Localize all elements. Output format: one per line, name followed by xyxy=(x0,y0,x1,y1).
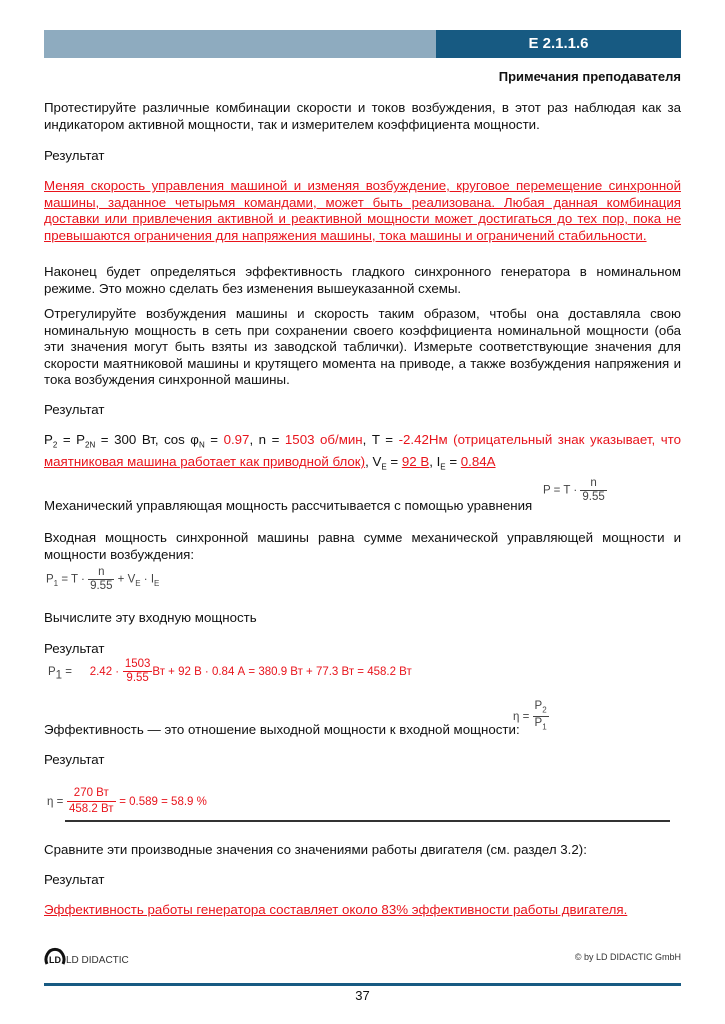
ld-didactic-logo: LD LD DIDACTIC xyxy=(44,942,129,966)
paragraph-1: Протестируйте различные комбинации скорости и токов возбуждения, в этот раз наблюдая как за индикатором активной мощности, так и измерителем коэффициента мощности. xyxy=(44,100,681,132)
result-3: $P_1 = 2.42$ · $\frac{1503}{9.55}$ Вт + 92 В · 0.84 А = 380.9 Вт + 77.3 Вт = 458.2 Вт xyxy=(48,658,412,684)
result-2: $P_2 = P_{2N} = 300$ Вт, $\cos \varphi_N = 0.97$, n = 1503 об/мин, T = -2.42Нм (отрицательный знак указывает, что маятниковая машина работает как приводной блок), $V_E = 92$ В, $I_E = 0.84A$ xyxy=(44,432,681,472)
paragraph-7: Эффективность — это отношение выходной мощности к входной мощности: xyxy=(44,722,520,737)
equation-power: P = T · $\frac{n}{9.55}$ xyxy=(543,477,605,503)
section-code: E 2.1.1.6 xyxy=(436,30,681,58)
page-number: 37 xyxy=(355,988,370,1003)
equation-efficiency: η = $\frac{P_2}{P_1}$ xyxy=(513,700,547,732)
svg-text:LD: LD xyxy=(49,955,61,965)
footer-line xyxy=(44,983,681,986)
result-label: Результат xyxy=(44,402,105,417)
paragraph-4: Механический управляющая мощность рассчитывается с помощью уравнения xyxy=(44,498,533,513)
paragraph-6: Вычислите эту входную мощность xyxy=(44,610,257,625)
paragraph-5: Входная мощность синхронной машины равна сумме механической управляющей мощности и мощности возбуждения: xyxy=(44,530,681,562)
paragraph-3: Отрегулируйте возбуждения машины и скорость таким образом, чтобы она доставляла свою номинальную мощность в сеть при сохранении своего коэффициента номинальной мощности (оба эти значения могут быть взяты из заводской таблички). Измерьте соответствующие значения для скорости маятниковой машины и крутящего момента на приводе, а также возбуждения напряжения и тока возбуждения синхронной машины. xyxy=(44,306,681,388)
result-label: Результат xyxy=(44,641,105,656)
result-label: Результат xyxy=(44,752,105,767)
copyright: © by LD DIDACTIC GmbH xyxy=(574,952,681,962)
result-label: Результат xyxy=(44,872,105,887)
paragraph-2: Наконец будет определяться эффективность гладкого синхронного генератора в номинальном режиме. Это можно сделать без изменения вышеуказанной схемы. xyxy=(44,264,681,296)
ld-logo-icon xyxy=(44,942,66,966)
result-4: η = $\frac{270 Вт}{458.2 Вт}$ = 0.589 = 58.9 % xyxy=(47,787,207,815)
result-1: Меняя скорость управления машиной и изменяя возбуждение, круговое перемещение синхронной машины, заданное четырьмя командами, может быть реализована. Любая данная комбинация доставки или привлечения активной и реактивной мощности может достигаться до тех пор, пока не превышаются ограничения для напряжения машины, тока машины и ограничений стабильности. xyxy=(44,178,681,243)
header-bar xyxy=(44,30,436,58)
result-5: Эффективность работы генератора составляет около 83% эффективности работы двигателя. xyxy=(44,902,628,917)
page-subtitle: Примечания преподавателя xyxy=(498,69,681,84)
divider xyxy=(65,820,670,822)
paragraph-8: Сравните эти производные значения со значениями работы двигателя (см. раздел 3.2): xyxy=(44,842,587,857)
result-label: Результат xyxy=(44,148,105,163)
equation-input-power: $P_1 = T$ · $\frac{n}{9.55}$ + $V_E \cdot I_E$ xyxy=(46,566,160,592)
